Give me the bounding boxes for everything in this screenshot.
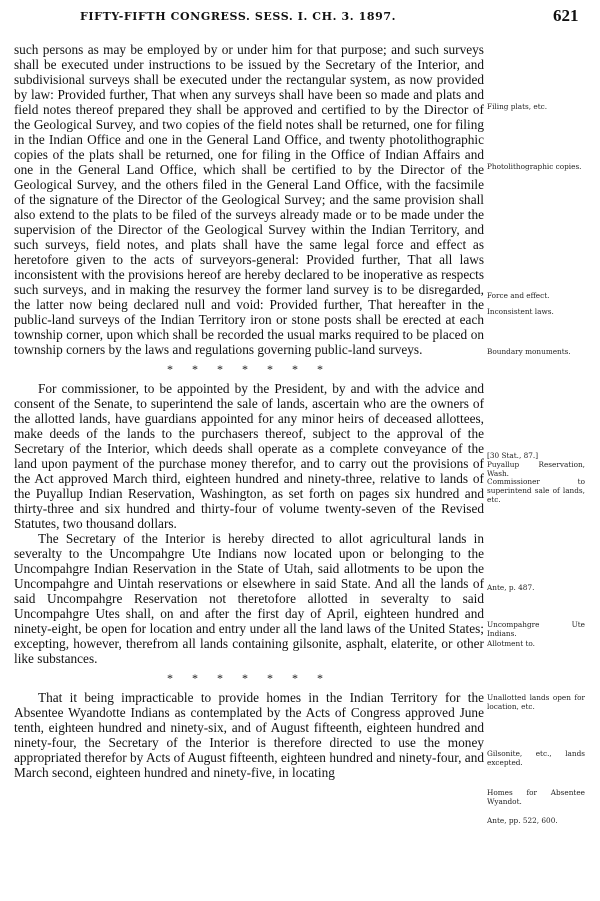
- margin-note-filing-plats: Filing plats, etc.: [487, 102, 548, 111]
- running-head-title: FIFTY-FIFTH CONGRESS. SESS. I. CH. 3. 1897.: [80, 10, 397, 23]
- margin-note-inconsistent: Inconsistent laws.: [487, 307, 554, 316]
- margin-note-uncompahgre: Uncompahgre Ute Indians.: [487, 620, 585, 638]
- margin-note-stat-ref: [30 Stat., 87.]: [487, 451, 539, 460]
- section-break-stars: * * * * * * *: [167, 671, 331, 685]
- margin-note-unallotted: Unallotted lands open for location, etc.: [487, 693, 585, 711]
- running-head: [0, 6, 600, 26]
- paragraph-absentee-wyandotte: That it being impracticable to provide homes in the Indian Territory for the Absentee Wyandotte Indians as contemplated by the Acts of Congress approved June tenth, eighteen hundred and ninety-six, and of August fifteenth, eighteen hundred and ninety-four, the Secretary of the Interior is therefore directed to use the money appropriated therefor by Acts of August fifteenth, eighteen hundred and ninety-four, and March second, eighteen hundred and ninety-five, in locating: [14, 690, 484, 780]
- section-break-stars: * * * * * * *: [167, 362, 331, 376]
- margin-note-ante-522: Ante, pp. 522, 600.: [487, 816, 558, 825]
- margin-note-boundary: Boundary monuments.: [487, 347, 571, 356]
- margin-note-commissioner: Commissioner to superintend sale of lands, etc.: [487, 477, 585, 504]
- paragraph-puyallup-commissioner: For commissioner, to be appointed by the President, by and with the advice and consent of the Senate, to superintend the sale of lands, ascertain who are the owners of the allotted lands, have guardians appointed for any minor heirs of deceased allottees, make deeds of the lands to the purchasers thereof, subject to the approval of the Secretary of the Interior, which deeds shall operate as a complete conveyance of the land upon payment of the purchase money therefor, and to carry out the provisions of the Act approved March third, eighteen hundred and ninety-three, relative to lands of the Puyallup Indian Reservation, Washington, as set forth on pages six hundred and thirty-three and six hundred and thirty-four of volume twenty-seven of the Revised Statutes, two thousand dollars.: [14, 381, 484, 531]
- paragraph-uncompahgre-allotment: The Secretary of the Interior is hereby directed to allot agricultural lands in severalty to the Uncompahgre Ute Indians now located upon or belonging to the Uncompahgre Indian Reservation in the State of Utah, said allotments to be upon the Uncompahgre and Uintah reservations or elsewhere in said State. And all the lands of said Uncompahgre Reservation not theretofore allotted in severalty to said Uncompahgre Utes shall, on and after the first day of April, eighteen hundred and ninety-eight, be open for location and entry under all the land laws of the United States; excepting, however, therefrom all lands containing gilsonite, asphalt, elaterite, or other like substances.: [14, 531, 484, 666]
- paragraph-survey-provisions: such persons as may be employed by or under him for that purpose; and such surveys shall be executed under instructions to be issued by the Secretary of the Interior, and subdivisional surveys shall be executed under the rectangular system, as now provided by law: Provided further, That when any surveys shall have been so made and plats and field notes thereof prepared they shall be approved and certified to by the Director of the Geological Survey, and two copies of the field notes shall be returned, one for filing in the Indian Office and one in the General Land Office, and twenty photolithographic copies of the plats shall be returned, one for filing in the Office of Indian Affairs and one in the General Land Office, which shall be certified to by the Director of the Geological Survey, and the others filed in the General Land Office, with the facsimile of the signature of the Director of the Geological Survey; and the same provision shall also extend to the plats to be filed of the surveys already made or to be made under the supervision of the Director of the Geological Survey within the Indian Territory, and such surveys, field notes, and plats shall have the same legal force and effect as heretofore given to the acts of surveyors-general: Provided further, That all laws inconsistent with the provisions hereof are hereby declared to be inoperative as respects such surveys, and in making the resurvey the former land survey is to be disregarded, the latter now being declared null and void: Provided further, That hereafter in the public-land surveys of the Indian Territory iron or stone posts shall be erected at each township corner, upon which shall be recorded the usual marks required to be placed on township corners by the laws and regulations governing public-land surveys.: [14, 42, 484, 357]
- margin-note-gilsonite: Gilsonite, etc., lands excepted.: [487, 749, 585, 767]
- margin-note-wyandot: Homes for Absentee Wyandot.: [487, 788, 585, 806]
- margin-note-puyallup: Puyallup Reservation, Wash.: [487, 460, 585, 478]
- margin-note-force-effect: Force and effect.: [487, 291, 550, 300]
- margin-note-allotment: Allotment to.: [487, 639, 535, 648]
- margin-note-photolithographic: Photolithographic copies.: [487, 162, 582, 171]
- page-number: 621: [553, 6, 579, 25]
- margin-note-ante-487: Ante, p. 487.: [487, 583, 535, 592]
- main-text-column: [14, 42, 484, 780]
